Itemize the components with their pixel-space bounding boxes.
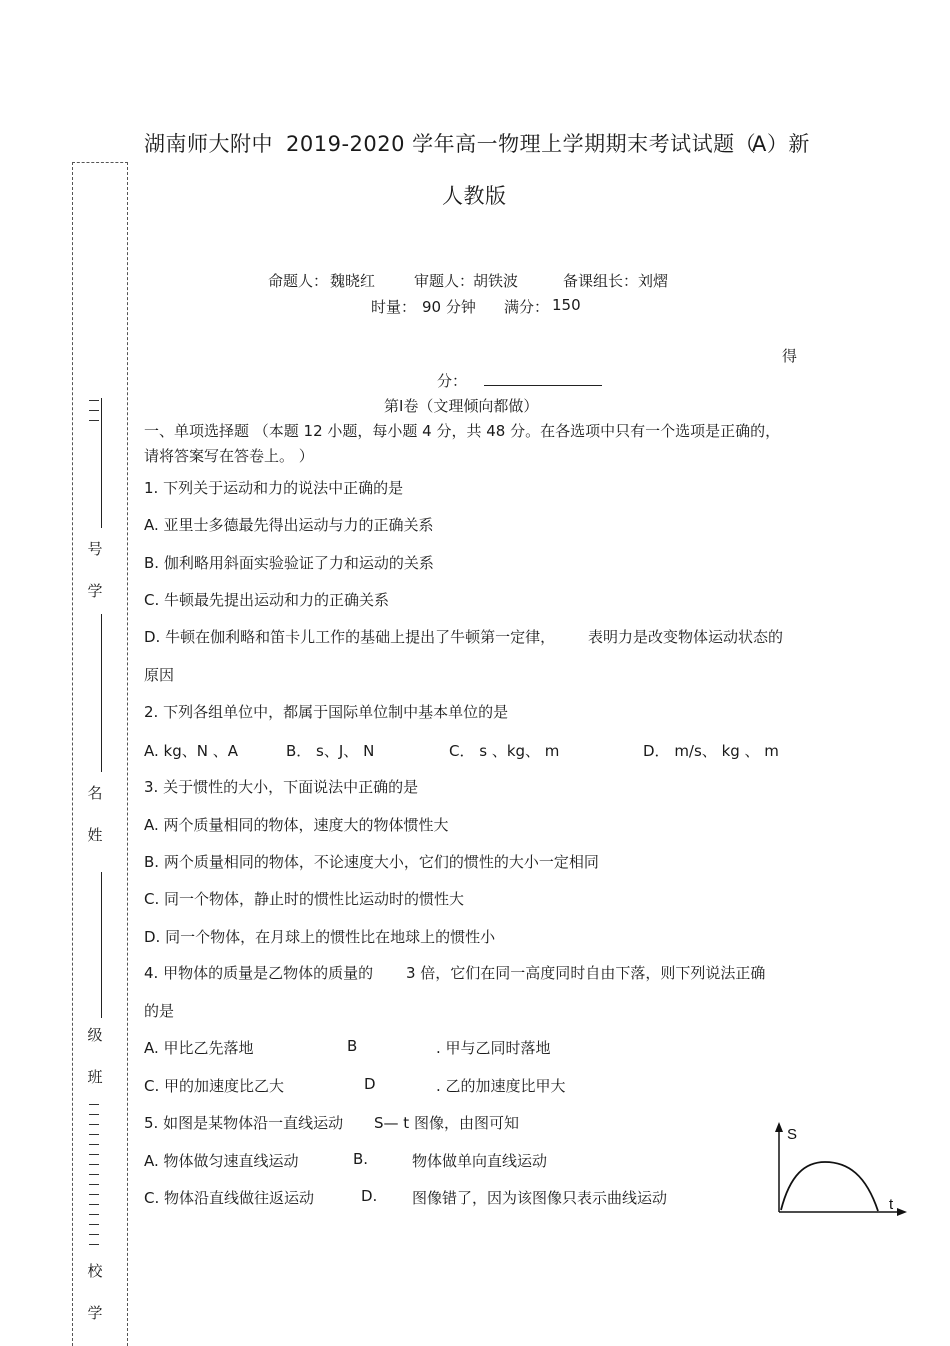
q4-option-b-text: . 甲与乙同时落地 (436, 1039, 551, 1057)
time-label: 时量： (371, 298, 417, 316)
reviewer-label: 审题人： (414, 272, 475, 290)
binding-dash-top (89, 400, 99, 430)
score-label-fen (437, 370, 602, 391)
q4-option-a: A. 甲比乙先落地 (144, 1039, 254, 1057)
leader-name: 刘熠 (638, 272, 669, 290)
q4-stem-part2: 3 倍，它们在同一高度同时自由下落，则下列说法正确 (406, 964, 766, 982)
graph-y-label: S (787, 1126, 798, 1143)
binding-label-xue2: 学 (87, 1304, 103, 1322)
binding-label-xing: 姓 (87, 826, 103, 844)
q3-option-c: C. 同一个物体，静止时的惯性比运动时的惯性大 (144, 890, 465, 908)
binding-label-ban: 班 (87, 1068, 103, 1086)
graph-y-arrow (775, 1122, 783, 1132)
q1-stem: 1. 下列关于运动和力的说法中正确的是 (144, 479, 404, 497)
full-score-label: 满分： (504, 298, 550, 316)
q5-option-d-letter: D. (361, 1187, 378, 1205)
q4-option-b-letter: B (347, 1037, 358, 1055)
q1-option-d-part2: 表明力是改变物体运动状态的 (588, 628, 784, 646)
author-name: 魏晓红 (330, 272, 376, 290)
q4-option-c: C. 甲的加速度比乙大 (144, 1077, 285, 1095)
q1-option-d-part1: D. 牛顿在伽利略和笛卡儿工作的基础上提出了牛顿第一定律， (144, 628, 556, 646)
title-line-2: 人教版 (442, 184, 507, 208)
binding-label-ji: 级 (87, 1026, 103, 1044)
q5-option-b-letter: B. (353, 1150, 369, 1168)
q4-option-d-text: . 乙的加速度比甲大 (436, 1077, 566, 1095)
q3-option-d: D. 同一个物体，在月球上的惯性比在地球上的惯性小 (144, 928, 496, 946)
q5-option-d-text: 图像错了，因为该图像只表示曲线运动 (412, 1189, 668, 1207)
volume-heading: 第Ⅰ卷（文理倾向都做） (384, 397, 539, 415)
q1-option-b: B. 伽利略用斜面实验验证了力和运动的关系 (144, 554, 434, 572)
reviewer-name: 胡铁波 (473, 272, 519, 290)
time-value: 90 分钟 (422, 298, 476, 316)
binding-label-hao: 号 (87, 540, 103, 558)
q2-stem: 2. 下列各组单位中，都属于国际单位制中基本单位的是 (144, 703, 509, 721)
binding-dash-bottom (89, 1104, 99, 1254)
q4-option-d-letter: D (364, 1075, 376, 1093)
binding-label-xiao: 校 (87, 1262, 103, 1280)
q3-option-b: B. 两个质量相同的物体，不论速度大小，它们的惯性的大小一定相同 (144, 853, 599, 871)
graph-curve (781, 1162, 878, 1211)
score-blank (484, 371, 602, 386)
q1-option-a: A. 亚里士多德最先得出运动与力的正确关系 (144, 516, 434, 534)
q3-stem: 3. 关于惯性的大小，下面说法中正确的是 (144, 778, 419, 796)
binding-line-3 (101, 872, 102, 1018)
section-1-instructions-1: 一、单项选择题 （本题 12 小题，每小题 4 分，共 48 分。在各选项中只有一个选项是正确的， (144, 422, 781, 440)
s-t-graph (770, 1120, 915, 1225)
leader-label: 备课组长： (563, 272, 639, 290)
q5-option-a: A. 物体做匀速直线运动 (144, 1152, 299, 1170)
q3-option-a: A. 两个质量相同的物体，速度大的物体惯性大 (144, 816, 449, 834)
author-label: 命题人： (268, 272, 329, 290)
q1-option-c: C. 牛顿最先提出运动和力的正确关系 (144, 591, 390, 609)
q2-option-c: C． s 、kg、 m (449, 742, 560, 760)
score-label-text: 分： (437, 372, 468, 390)
q2-option-a: A. kg、N 、A (144, 742, 238, 760)
q1-option-d-part3: 原因 (144, 666, 175, 684)
q5-option-b-text: 物体做单向直线运动 (412, 1152, 548, 1170)
graph-x-label: t (889, 1196, 894, 1213)
q4-stem-part3: 的是 (144, 1002, 175, 1020)
title-part-main: 2019-2020 学年高一物理上学期期末考试试题（ (286, 132, 757, 156)
q5-stem-part1: 5. 如图是某物体沿一直线运动 (144, 1114, 344, 1132)
title-part-version: A）新 (752, 132, 810, 156)
q5-stem-part2: S— t 图像，由图可知 (374, 1114, 519, 1132)
binding-label-xue: 学 (87, 582, 103, 600)
binding-line-2 (101, 614, 102, 772)
score-label-de: 得 (782, 347, 798, 365)
full-score-value: 150 (552, 296, 581, 314)
section-1-instructions-2: 请将答案写在答卷上。 ） (144, 447, 314, 465)
q2-option-b: B． s、J、 N (286, 742, 375, 760)
q5-option-c: C. 物体沿直线做往返运动 (144, 1189, 315, 1207)
graph-x-arrow (897, 1208, 907, 1216)
q2-option-d: D． m/s、 kg 、 m (643, 742, 779, 760)
q4-stem-part1: 4. 甲物体的质量是乙物体的质量的 (144, 964, 374, 982)
binding-label-ming: 名 (87, 784, 103, 802)
binding-line-1 (101, 398, 102, 528)
title-part-school: 湖南师大附中 (144, 132, 273, 156)
binding-margin (72, 162, 128, 1346)
